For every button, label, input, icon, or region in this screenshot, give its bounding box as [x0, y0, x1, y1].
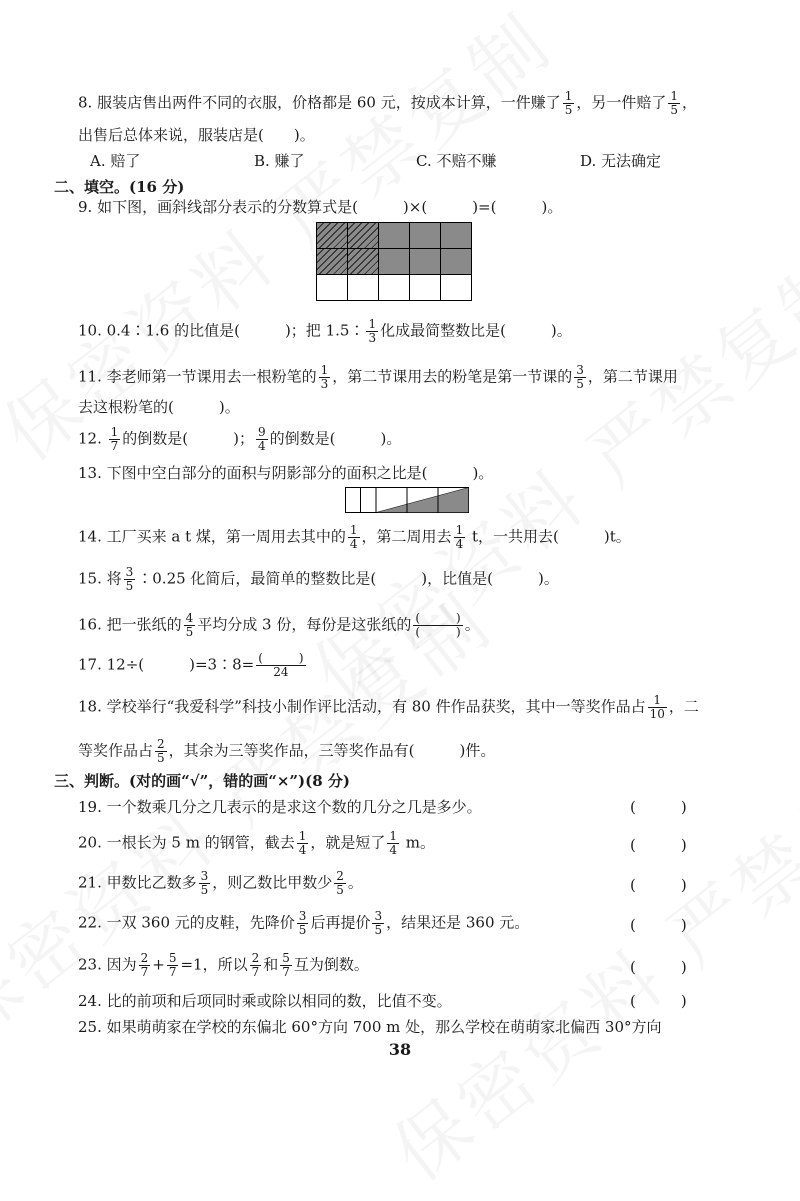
fraction: $\frac{1}{4}$: [298, 829, 307, 857]
blank-fraction[interactable]: $\frac{( )}{24}$: [258, 651, 304, 679]
answer-paren[interactable]: ( ): [630, 958, 687, 976]
section-3-title: 三、判断。(对的画“√”，错的画“×”)(8 分): [54, 772, 350, 790]
fraction: $\frac{4}{5}$: [185, 611, 194, 639]
question-20: 20. 一根长为 5 m 的钢管，截去 $\frac{1}{4}$ ，就是短了 $\frac{1}{4}$ m。: [78, 829, 435, 857]
fraction: $\frac{3}{5}$: [374, 909, 383, 937]
fraction: $\frac{1}{4}$: [455, 523, 464, 551]
fraction: $\frac{2}{5}$: [336, 869, 344, 897]
question-22: 22. 一双 360 元的皮鞋，先降价 $\frac{3}{5}$ 后再提价 $\frac{3}{5}$ ，结果还是 360 元。: [78, 909, 530, 937]
fraction: $\frac{1}{3}$: [320, 363, 329, 391]
fraction: $\frac{1}{3}$: [368, 317, 377, 345]
answer-paren[interactable]: ( ): [630, 836, 687, 854]
question-15: 15. 将 $\frac{3}{5}$ ∶0.25 化简后，最简单的整数比是( )，比值是( )。: [78, 565, 559, 593]
fraction: $\frac{3}{5}$: [298, 909, 307, 937]
fraction: $\frac{2}{7}$: [251, 951, 260, 979]
blank-fraction[interactable]: $\frac{( )}{( )}$: [415, 611, 461, 639]
fraction: $\frac{1}{7}$: [110, 425, 119, 453]
hatched-grid-figure: [316, 222, 472, 301]
answer-paren[interactable]: ( ): [630, 916, 687, 934]
section-2-title: 二、填空。(16 分): [54, 178, 185, 196]
fraction: $\frac{3}{5}$: [125, 565, 134, 593]
question-21: 21. 甲数比乙数多 $\frac{3}{5}$ ，则乙数比甲数少 $\frac{2}{5}$ 。: [78, 869, 363, 897]
fraction: $\frac{1}{5}$: [670, 89, 679, 117]
question-25: 25. 如果萌萌家在学校的东偏北 60°方向 700 m 处，那么学校在萌萌家北偏西 30°方向: [78, 1018, 662, 1036]
fraction: $\frac{1}{10}$: [649, 693, 665, 721]
answer-paren[interactable]: ( ): [630, 876, 687, 894]
fraction: $\frac{2}{5}$: [157, 737, 165, 765]
question-10: 10. 0.4∶1.6 的比值是( )；把 1.5∶ $\frac{1}{3}$ 化成最简整数比是( )。: [78, 317, 572, 345]
question-24: 24. 比的前项和后项同时乘或除以相同的数，比值不变。: [78, 992, 452, 1010]
fraction: $\frac{2}{7}$: [140, 951, 149, 979]
question-23: 23. 因为 $\frac{2}{7}$ + $\frac{5}{7}$ =1，所以 $\frac{2}{7}$ 和 $\frac{5}{7}$ 互为倒数。: [78, 951, 369, 979]
question-11: 11. 李老师第一节课用去一根粉笔的 $\frac{1}{3}$ ，第二节课用去的粉笔是第一节课的 $\frac{3}{5}$ ，第二节课用: [78, 363, 678, 391]
question-19: 19. 一个数乘几分之几表示的是求这个数的几分之几是多少。: [78, 798, 482, 816]
fraction: $\frac{5}{7}$: [168, 951, 177, 979]
question-16: 16. 把一张纸的 $\frac{4}{5}$ 平均分成 3 份，每份是这张纸的 $\frac{( )}{( )}$ 。: [78, 611, 480, 639]
option-c[interactable]: C. 不赔不赚: [416, 152, 497, 170]
fraction: $\frac{1}{4}$: [389, 829, 397, 857]
question-9: 9. 如下图，画斜线部分表示的分数算式是( )×( )=( )。: [78, 198, 563, 216]
question-8: 8. 服装店售出两件不同的衣服，价格都是 60 元，按成本计算，一件赚了 $\frac{1}{5}$ ，另一件赔了 $\frac{1}{5}$ ，: [78, 89, 698, 117]
option-d[interactable]: D. 无法确定: [580, 152, 662, 170]
fraction: $\frac{1}{4}$: [349, 523, 358, 551]
question-14: 14. 工厂买来 a t 煤，第一周用去其中的 $\frac{1}{4}$ ，第二周用去 $\frac{1}{4}$ t，一共用去( )t。: [78, 523, 631, 551]
fraction: $\frac{3}{5}$: [200, 869, 209, 897]
question-12: 12. $\frac{1}{7}$ 的倒数是( )； $\frac{9}{4}$ 的倒数是( )。: [78, 425, 402, 453]
question-11-line2: 去这根粉笔的( )。: [78, 398, 240, 416]
fraction: $\frac{3}{5}$: [576, 363, 584, 391]
page-number: 38: [388, 1040, 412, 1059]
question-13: 13. 下图中空白部分的面积与阴影部分的面积之比是( )。: [78, 464, 494, 482]
fraction: $\frac{5}{7}$: [282, 951, 290, 979]
fraction: $\frac{9}{4}$: [257, 425, 266, 453]
question-18-line2: 等奖作品占 $\frac{2}{5}$ ，其余为三等奖作品，三等奖作品有( )件。: [78, 737, 496, 765]
answer-paren[interactable]: ( ): [630, 992, 687, 1010]
option-b[interactable]: B. 赚了: [254, 152, 305, 170]
question-18: 18. 学校举行“我爱科学”科技小制作评比活动，有 80 件作品获奖，其中一等奖作品占 $\frac{1}{10}$ ，二: [78, 693, 699, 721]
answer-paren[interactable]: ( ): [630, 798, 687, 816]
question-17: 17. 12÷( )=3∶8= $\frac{( )}{24}$: [78, 651, 304, 679]
fraction: $\frac{1}{5}$: [564, 89, 573, 117]
shaded-bar-figure: [345, 487, 469, 513]
question-8-line2: 出售后总体来说，服装店是( )。: [78, 126, 315, 144]
option-a[interactable]: A. 赔了: [90, 152, 141, 170]
